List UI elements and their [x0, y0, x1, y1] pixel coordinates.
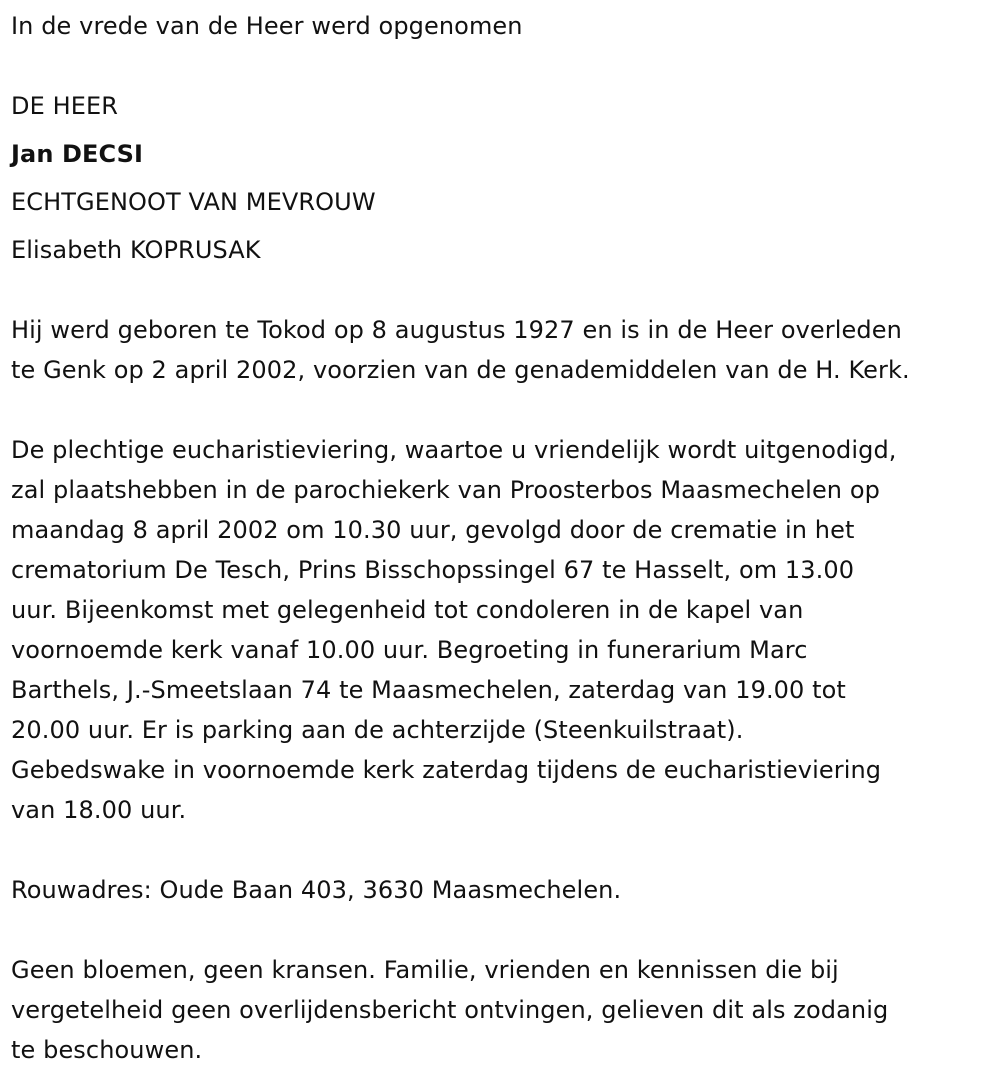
paragraph-line: zal plaatshebben in de parochiekerk van Proosterbos Maasmechelen op	[11, 476, 880, 504]
paragraph-line: Geen bloemen, geen kransen. Familie, vrienden en kennissen die bij	[11, 956, 839, 984]
paragraph-line: vergetelheid geen overlijdensbericht ontvingen, gelieven dit als zodanig	[11, 996, 889, 1024]
deceased-name: Jan DECSI	[11, 140, 144, 168]
mourning-address: Rouwadres: Oude Baan 403, 3630 Maasmechelen.	[11, 876, 622, 904]
paragraph-line: crematorium De Tesch, Prins Bisschopssingel 67 te Hasselt, om 13.00	[11, 556, 855, 584]
paragraph-line: te beschouwen.	[11, 1036, 203, 1064]
paragraph-line: voornoemde kerk vanaf 10.00 uur. Begroeting in funerarium Marc	[11, 636, 808, 664]
paragraph-line: Gebedswake in voornoemde kerk zaterdag tijdens de eucharistieviering	[11, 756, 882, 784]
paragraph-line: Barthels, J.-Smeetslaan 74 te Maasmechelen, zaterdag van 19.00 tot	[11, 676, 846, 704]
paragraph-line: te Genk op 2 april 2002, voorzien van de genademiddelen van de H. Kerk.	[11, 356, 910, 384]
paragraph-line: De plechtige eucharistieviering, waartoe u vriendelijk wordt uitgenodigd,	[11, 436, 897, 464]
paragraph-line: 20.00 uur. Er is parking aan de achterzijde (Steenkuilstraat).	[11, 716, 744, 744]
paragraph-line: uur. Bijeenkomst met gelegenheid tot condoleren in de kapel van	[11, 596, 804, 624]
spouse-name: Elisabeth KOPRUSAK	[11, 236, 261, 264]
paragraph-line: Hij werd geboren te Tokod op 8 augustus 1927 en is in de Heer overleden	[11, 316, 902, 344]
intro-line: In de vrede van de Heer werd opgenomen	[11, 12, 523, 40]
paragraph-line: maandag 8 april 2002 om 10.30 uur, gevolgd door de crematie in het	[11, 516, 855, 544]
spouse-heading: ECHTGENOOT VAN MEVROUW	[11, 188, 376, 216]
salutation: DE HEER	[11, 92, 119, 120]
paragraph-line: van 18.00 uur.	[11, 796, 187, 824]
